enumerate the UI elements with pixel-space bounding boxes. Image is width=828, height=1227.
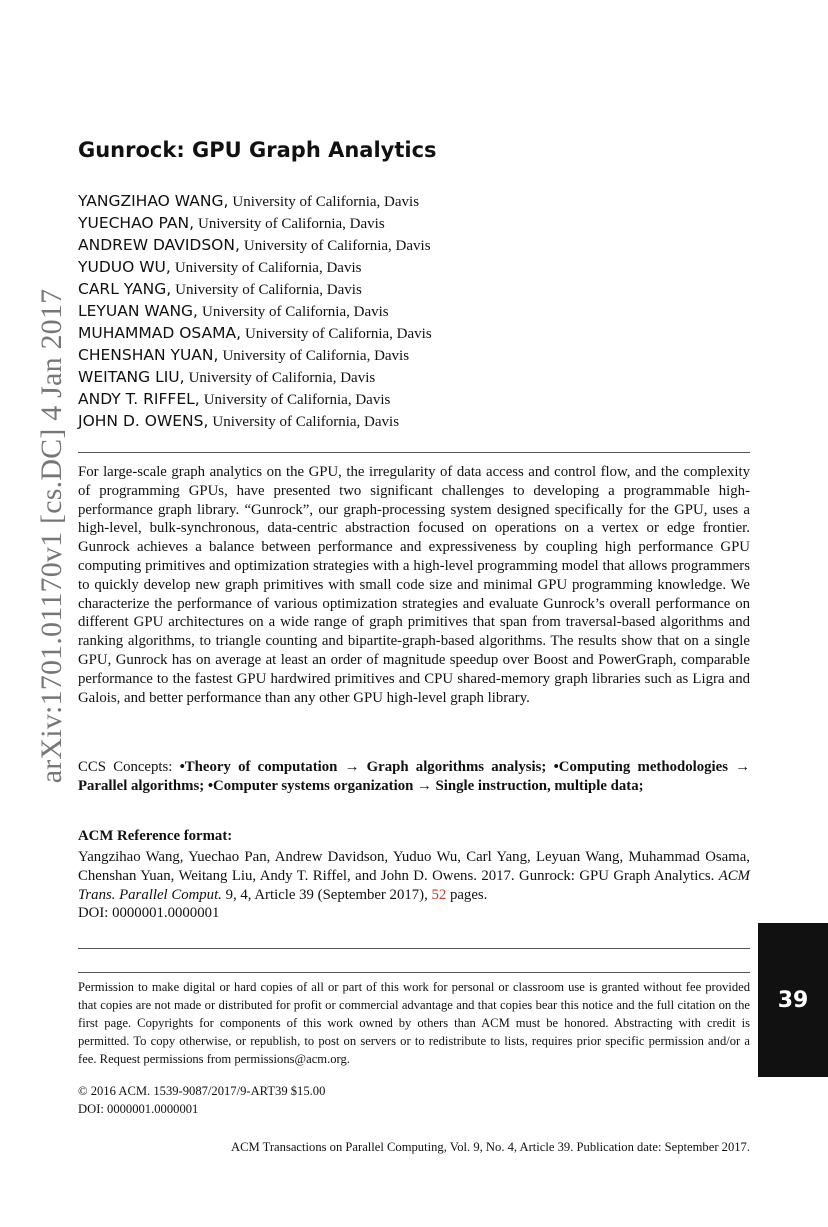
reference-doi: DOI: 0000001.0000001 <box>78 905 220 922</box>
author-name: CHENSHAN YUAN, <box>78 346 219 364</box>
author-affiliation: University of California, Davis <box>175 282 362 298</box>
author-row <box>78 302 432 324</box>
top-divider <box>78 452 750 453</box>
reference-details: 9, 4, Article 39 (September 2017), <box>221 886 432 903</box>
copyright-block <box>78 1082 325 1118</box>
reference-heading: ACM Reference format: <box>78 828 233 844</box>
author-name: CARL YANG, <box>78 280 172 298</box>
author-row <box>78 390 432 412</box>
reference-text <box>78 848 750 923</box>
author-affiliation: University of California, Davis <box>245 326 432 342</box>
author-affiliation: University of California, Davis <box>188 370 376 386</box>
permission-notice: Permission to make digital or hard copies of all or part of this work for personal or classroom use is granted without fee provided that copies are not made or distributed for profit or commercial advantage and that copies bear this notice and the full citation on the first page. Copyrights for components of this work owned by others than ACM must be honored. Abstracting with credit is permitted. To copy otherwise, or republish, to post on servers or to redistribute to lists, requires prior specific permission and/or a fee. Request permissions from permissions@acm.org. <box>78 980 750 1066</box>
author-affiliation: University of California, Davis <box>174 260 362 276</box>
author-affiliation: University of California, Davis <box>201 304 389 320</box>
ccs-item: •Computer systems organization → Single instruction, multiple data; <box>207 777 644 794</box>
abstract-text: For large-scale graph analytics on the GPU, the irregularity of data access and control flow, and the complexity of programming GPUs, have presented two significant challenges to developing a programmable high-performance graph library. “Gunrock”, our graph-processing system designed specifically for the GPU, uses a high-level, bulk-synchronous, data-centric abstraction focused on operations on a vertex or edge frontier. Gunrock achieves a balance between performance and expressiveness by coupling high performance GPU computing primitives and optimization strategies with a high-level programming model that allows programmers to quickly develop new graph primitives with small code size and minimal GPU programming knowledge. We characterize the performance of various optimization strategies and evaluate Gunrock’s overall performance on different GPU architectures on a wide range of graph primitives that span from traversal-based algorithms and ranking algorithms, to triangle counting and bipartite-graph-based algorithms. The results show that on a single GPU, Gunrock has on average at least an order of magnitude speedup over Boost and PowerGraph, comparable performance to the fastest GPU hardwired primitives and CPU shared-memory graph libraries such as Ligra and Galois, and better performance than any other GPU high-level graph library. <box>78 464 750 706</box>
copyright-line: © 2016 ACM. 1539-9087/2017/9-ART39 $15.00 <box>78 1084 326 1098</box>
author-name: ANDY T. RIFFEL, <box>78 390 200 408</box>
ccs-item: •Computing methodologies → Parallel algorithms; <box>78 759 750 794</box>
author-affiliation: University of California, Davis <box>212 414 400 430</box>
author-name: WEITANG LIU, <box>78 368 185 386</box>
author-affiliation: University of California, Davis <box>203 392 391 408</box>
article-number-tab <box>758 923 828 1077</box>
reference-authors: Yangzihao Wang, Yuechao Pan, Andrew Davidson, Yuduo Wu, Carl Yang, Leyuan Wang, Muhammad Osama, Chenshan Yuan, Weitang Liu, Andy T. Riffel, and John D. Owens. 2017. Gunrock: GPU Graph Analytics. <box>78 849 750 884</box>
article-number: 39 <box>777 987 809 1013</box>
author-name: MUHAMMAD OSAMA, <box>78 324 242 342</box>
author-row <box>78 280 432 302</box>
author-row <box>78 192 432 214</box>
author-name: JOHN D. OWENS, <box>78 412 209 430</box>
ccs-item: •Theory of computation → Graph algorithms analysis; <box>179 759 547 775</box>
author-affiliation: University of California, Davis <box>222 348 410 364</box>
ccs-concepts <box>78 758 750 796</box>
page-footer: ACM Transactions on Parallel Computing, Vol. 9, No. 4, Article 39. Publication date: September 2017. <box>231 1140 750 1154</box>
author-name: ANDREW DAVIDSON, <box>78 236 240 254</box>
reference-journal: ACM Trans. Parallel Comput. <box>78 867 750 903</box>
author-row <box>78 412 432 434</box>
author-affiliation: University of California, Davis <box>198 216 385 232</box>
author-name: LEYUAN WANG, <box>78 302 198 320</box>
middle-divider <box>78 948 750 949</box>
author-name: YUECHAO PAN, <box>78 214 195 232</box>
author-row <box>78 258 432 280</box>
author-list <box>78 192 432 434</box>
page-count-link[interactable]: 52 <box>431 886 447 903</box>
author-row <box>78 346 432 368</box>
author-name: YANGZIHAO WANG, <box>78 192 229 210</box>
author-name: YUDUO WU, <box>78 258 171 276</box>
ccs-label: CCS Concepts: <box>78 759 180 775</box>
author-affiliation: University of California, Davis <box>243 238 431 254</box>
copyright-doi: DOI: 0000001.0000001 <box>78 1102 199 1116</box>
author-row <box>78 214 432 236</box>
footnote-divider <box>78 972 750 973</box>
author-row <box>78 324 432 346</box>
paper-title: Gunrock: GPU Graph Analytics <box>78 138 437 162</box>
arxiv-identifier-stamp: arXiv:1701.01170v1 [cs.DC] 4 Jan 2017 <box>35 288 68 784</box>
reference-pages-suffix: pages. <box>446 886 488 903</box>
author-affiliation: University of California, Davis <box>232 194 420 210</box>
author-row <box>78 368 432 390</box>
author-row <box>78 236 432 258</box>
